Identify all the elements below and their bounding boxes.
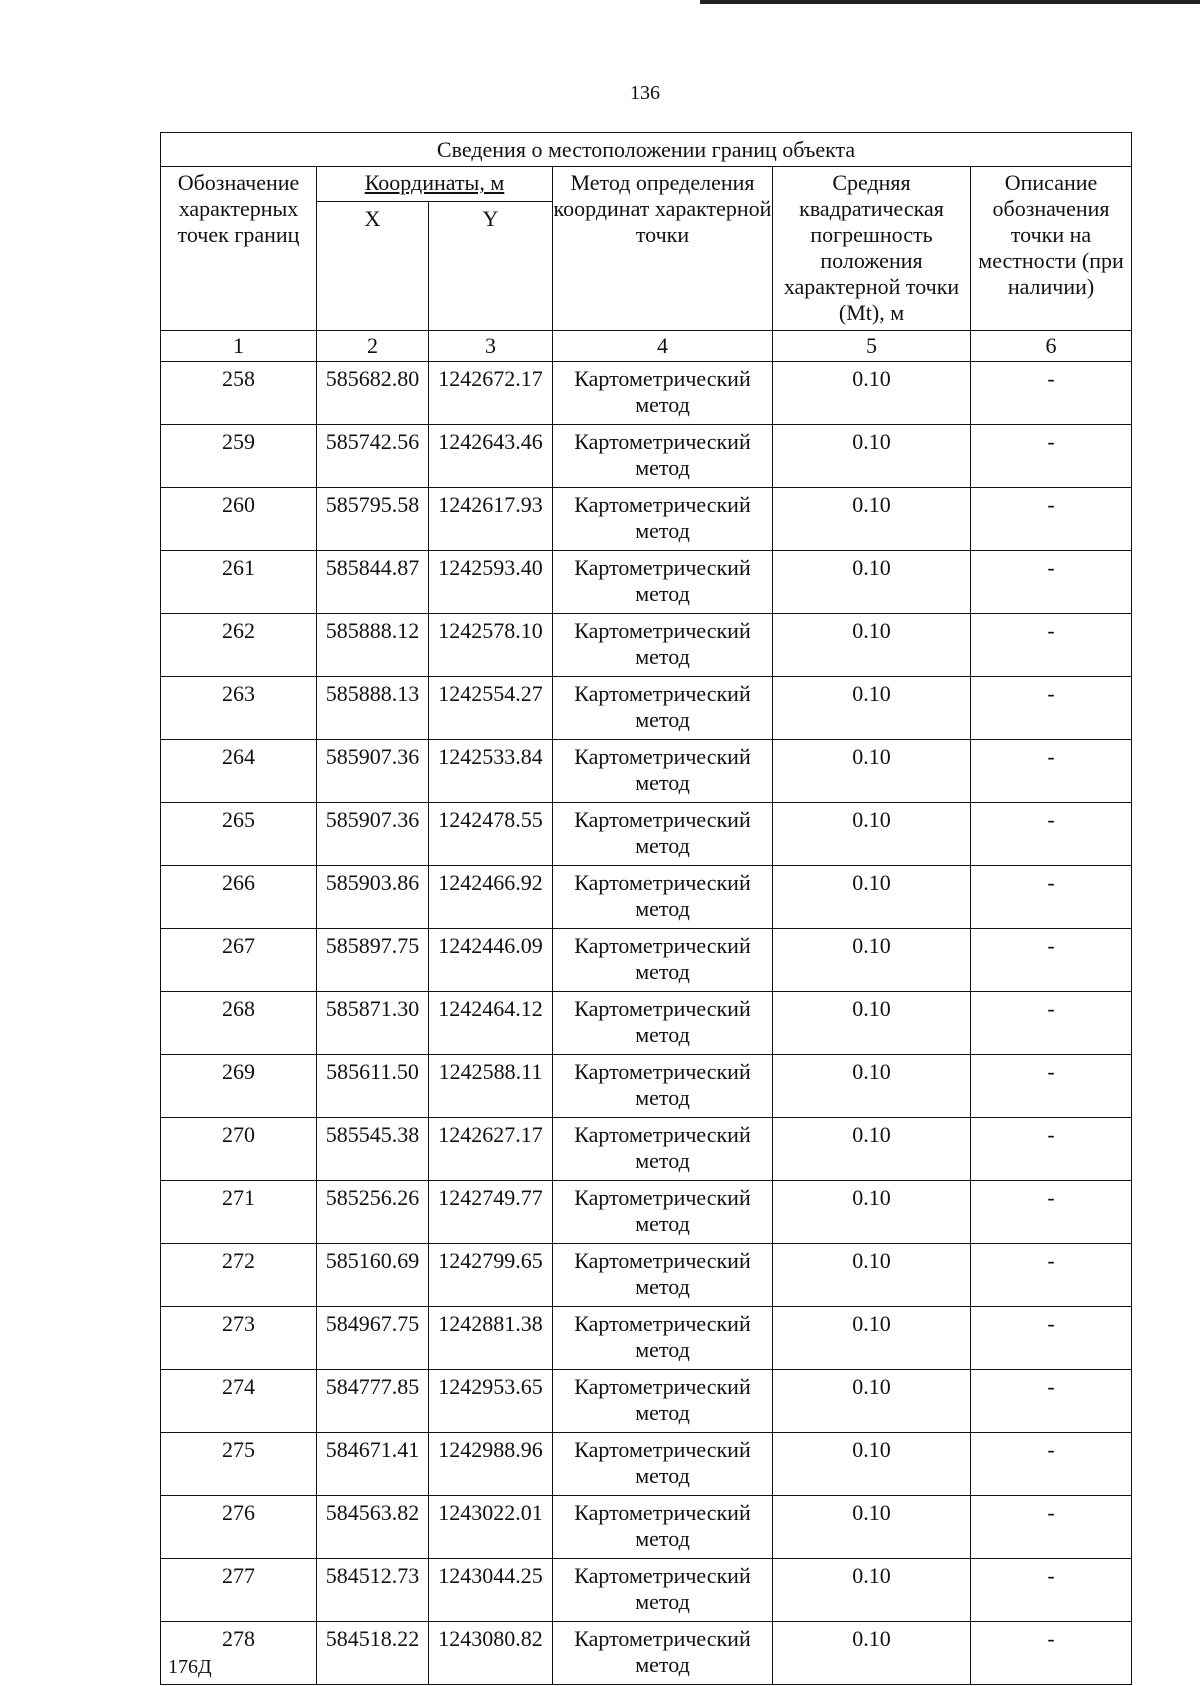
method-cell: Картометрический метод [553, 362, 773, 425]
column-number: 3 [429, 331, 553, 362]
description-cell: - [971, 1118, 1132, 1181]
y-cell: 1242466.92 [429, 866, 553, 929]
method-cell: Картометрический метод [553, 803, 773, 866]
top-rule [700, 0, 1200, 4]
column-number-row [161, 331, 1132, 362]
description-cell: - [971, 1370, 1132, 1433]
point-cell: 258 [161, 362, 317, 425]
accuracy-cell: 0.10 [773, 425, 971, 488]
method-cell: Картометрический метод [553, 1118, 773, 1181]
table-row [161, 1370, 1132, 1433]
description-cell: - [971, 1307, 1132, 1370]
y-cell: 1242593.40 [429, 551, 553, 614]
description-cell: - [971, 1496, 1132, 1559]
table-row [161, 740, 1132, 803]
point-cell: 261 [161, 551, 317, 614]
point-cell: 274 [161, 1370, 317, 1433]
accuracy-cell: 0.10 [773, 1118, 971, 1181]
footer-note: 176Д [168, 1656, 212, 1678]
method-cell: Картометрический метод [553, 1496, 773, 1559]
accuracy-cell: 0.10 [773, 740, 971, 803]
table-row [161, 1244, 1132, 1307]
table-row [161, 1433, 1132, 1496]
accuracy-cell: 0.10 [773, 1559, 971, 1622]
x-cell: 585897.75 [317, 929, 429, 992]
description-cell: - [971, 362, 1132, 425]
description-cell: - [971, 866, 1132, 929]
x-cell: 585795.58 [317, 488, 429, 551]
method-cell: Картометрический метод [553, 1559, 773, 1622]
page-number: 136 [630, 82, 660, 104]
description-cell: - [971, 1559, 1132, 1622]
method-cell: Картометрический метод [553, 1244, 773, 1307]
method-cell: Картометрический метод [553, 740, 773, 803]
column-number: 6 [971, 331, 1132, 362]
description-cell: - [971, 551, 1132, 614]
description-cell: - [971, 1181, 1132, 1244]
method-cell: Картометрический метод [553, 614, 773, 677]
method-cell: Картометрический метод [553, 866, 773, 929]
column-number: 2 [317, 331, 429, 362]
point-cell: 270 [161, 1118, 317, 1181]
point-cell: 271 [161, 1181, 317, 1244]
accuracy-cell: 0.10 [773, 1307, 971, 1370]
point-cell: 260 [161, 488, 317, 551]
y-cell: 1243044.25 [429, 1559, 553, 1622]
x-cell: 585160.69 [317, 1244, 429, 1307]
x-cell: 585907.36 [317, 740, 429, 803]
header-method: Метод определения координат характерной точки [553, 167, 773, 331]
header-accuracy: Средняя квадратическая погрешность положения характерной точки (Mt), м [773, 167, 971, 331]
column-number: 5 [773, 331, 971, 362]
x-cell: 584518.22 [317, 1622, 429, 1685]
x-cell: 585256.26 [317, 1181, 429, 1244]
table-row [161, 929, 1132, 992]
x-cell: 585844.87 [317, 551, 429, 614]
y-cell: 1242799.65 [429, 1244, 553, 1307]
accuracy-cell: 0.10 [773, 488, 971, 551]
description-cell: - [971, 614, 1132, 677]
x-cell: 585888.13 [317, 677, 429, 740]
point-cell: 272 [161, 1244, 317, 1307]
method-cell: Картометрический метод [553, 1307, 773, 1370]
y-cell: 1242446.09 [429, 929, 553, 992]
description-cell: - [971, 992, 1132, 1055]
method-cell: Картометрический метод [553, 929, 773, 992]
description-cell: - [971, 677, 1132, 740]
x-cell: 584967.75 [317, 1307, 429, 1370]
y-cell: 1242578.10 [429, 614, 553, 677]
accuracy-cell: 0.10 [773, 1181, 971, 1244]
point-cell: 264 [161, 740, 317, 803]
x-cell: 585888.12 [317, 614, 429, 677]
accuracy-cell: 0.10 [773, 362, 971, 425]
y-cell: 1242881.38 [429, 1307, 553, 1370]
table-row [161, 1622, 1132, 1685]
table-row [161, 1181, 1132, 1244]
method-cell: Картометрический метод [553, 1181, 773, 1244]
point-cell: 265 [161, 803, 317, 866]
point-cell: 269 [161, 1055, 317, 1118]
point-cell: 273 [161, 1307, 317, 1370]
x-cell: 585903.86 [317, 866, 429, 929]
x-cell: 585545.38 [317, 1118, 429, 1181]
method-cell: Картометрический метод [553, 1055, 773, 1118]
x-cell: 584671.41 [317, 1433, 429, 1496]
description-cell: - [971, 803, 1132, 866]
table-caption: Сведения о местоположении границ объекта [161, 133, 1132, 167]
method-cell: Картометрический метод [553, 1622, 773, 1685]
point-cell: 266 [161, 866, 317, 929]
x-cell: 585742.56 [317, 425, 429, 488]
point-cell: 275 [161, 1433, 317, 1496]
accuracy-cell: 0.10 [773, 614, 971, 677]
y-cell: 1242533.84 [429, 740, 553, 803]
table-row [161, 488, 1132, 551]
y-cell: 1242627.17 [429, 1118, 553, 1181]
table-row [161, 1055, 1132, 1118]
accuracy-cell: 0.10 [773, 1370, 971, 1433]
table-row [161, 362, 1132, 425]
method-cell: Картометрический метод [553, 425, 773, 488]
y-cell: 1242554.27 [429, 677, 553, 740]
description-cell: - [971, 740, 1132, 803]
x-cell: 584777.85 [317, 1370, 429, 1433]
point-cell: 259 [161, 425, 317, 488]
header-point-designation: Обозначение характерных точек границ [161, 167, 317, 331]
y-cell: 1242953.65 [429, 1370, 553, 1433]
y-cell: 1242749.77 [429, 1181, 553, 1244]
point-cell: 268 [161, 992, 317, 1055]
y-cell: 1242464.12 [429, 992, 553, 1055]
method-cell: Картометрический метод [553, 1370, 773, 1433]
header-coordinates [317, 167, 553, 202]
table-body [161, 362, 1132, 1685]
x-cell: 585682.80 [317, 362, 429, 425]
y-cell: 1243022.01 [429, 1496, 553, 1559]
table-row [161, 677, 1132, 740]
x-cell: 585611.50 [317, 1055, 429, 1118]
y-cell: 1243080.82 [429, 1622, 553, 1685]
column-number: 1 [161, 331, 317, 362]
x-cell: 585907.36 [317, 803, 429, 866]
accuracy-cell: 0.10 [773, 866, 971, 929]
x-cell: 584512.73 [317, 1559, 429, 1622]
table-row [161, 551, 1132, 614]
method-cell: Картометрический метод [553, 551, 773, 614]
accuracy-cell: 0.10 [773, 1244, 971, 1307]
y-cell: 1242478.55 [429, 803, 553, 866]
accuracy-cell: 0.10 [773, 1496, 971, 1559]
description-cell: - [971, 1622, 1132, 1685]
y-cell: 1242988.96 [429, 1433, 553, 1496]
x-cell: 585871.30 [317, 992, 429, 1055]
accuracy-cell: 0.10 [773, 551, 971, 614]
description-cell: - [971, 488, 1132, 551]
method-cell: Картометрический метод [553, 488, 773, 551]
accuracy-cell: 0.10 [773, 992, 971, 1055]
table-row [161, 866, 1132, 929]
point-cell: 263 [161, 677, 317, 740]
table-row [161, 425, 1132, 488]
header-y: Y [429, 202, 553, 331]
accuracy-cell: 0.10 [773, 677, 971, 740]
header-x: X [317, 202, 429, 331]
point-cell: 278 [161, 1622, 317, 1685]
header-description: Описание обозначения точки на местности (при наличии) [971, 167, 1132, 331]
table-row [161, 1307, 1132, 1370]
method-cell: Картометрический метод [553, 992, 773, 1055]
description-cell: - [971, 1433, 1132, 1496]
accuracy-cell: 0.10 [773, 1433, 971, 1496]
table-row [161, 1118, 1132, 1181]
table-row [161, 1496, 1132, 1559]
accuracy-cell: 0.10 [773, 1622, 971, 1685]
y-cell: 1242643.46 [429, 425, 553, 488]
table-row [161, 1559, 1132, 1622]
table-row [161, 803, 1132, 866]
header-coordinates-label: Координаты, м [364, 170, 505, 195]
point-cell: 276 [161, 1496, 317, 1559]
y-cell: 1242672.17 [429, 362, 553, 425]
description-cell: - [971, 425, 1132, 488]
point-cell: 277 [161, 1559, 317, 1622]
accuracy-cell: 0.10 [773, 1055, 971, 1118]
accuracy-cell: 0.10 [773, 803, 971, 866]
table-row [161, 992, 1132, 1055]
method-cell: Картометрический метод [553, 1433, 773, 1496]
y-cell: 1242617.93 [429, 488, 553, 551]
column-number: 4 [553, 331, 773, 362]
y-cell: 1242588.11 [429, 1055, 553, 1118]
point-cell: 262 [161, 614, 317, 677]
x-cell: 584563.82 [317, 1496, 429, 1559]
description-cell: - [971, 1055, 1132, 1118]
boundary-coordinates-table [160, 132, 1132, 1685]
description-cell: - [971, 929, 1132, 992]
accuracy-cell: 0.10 [773, 929, 971, 992]
point-cell: 267 [161, 929, 317, 992]
method-cell: Картометрический метод [553, 677, 773, 740]
description-cell: - [971, 1244, 1132, 1307]
table-row [161, 614, 1132, 677]
